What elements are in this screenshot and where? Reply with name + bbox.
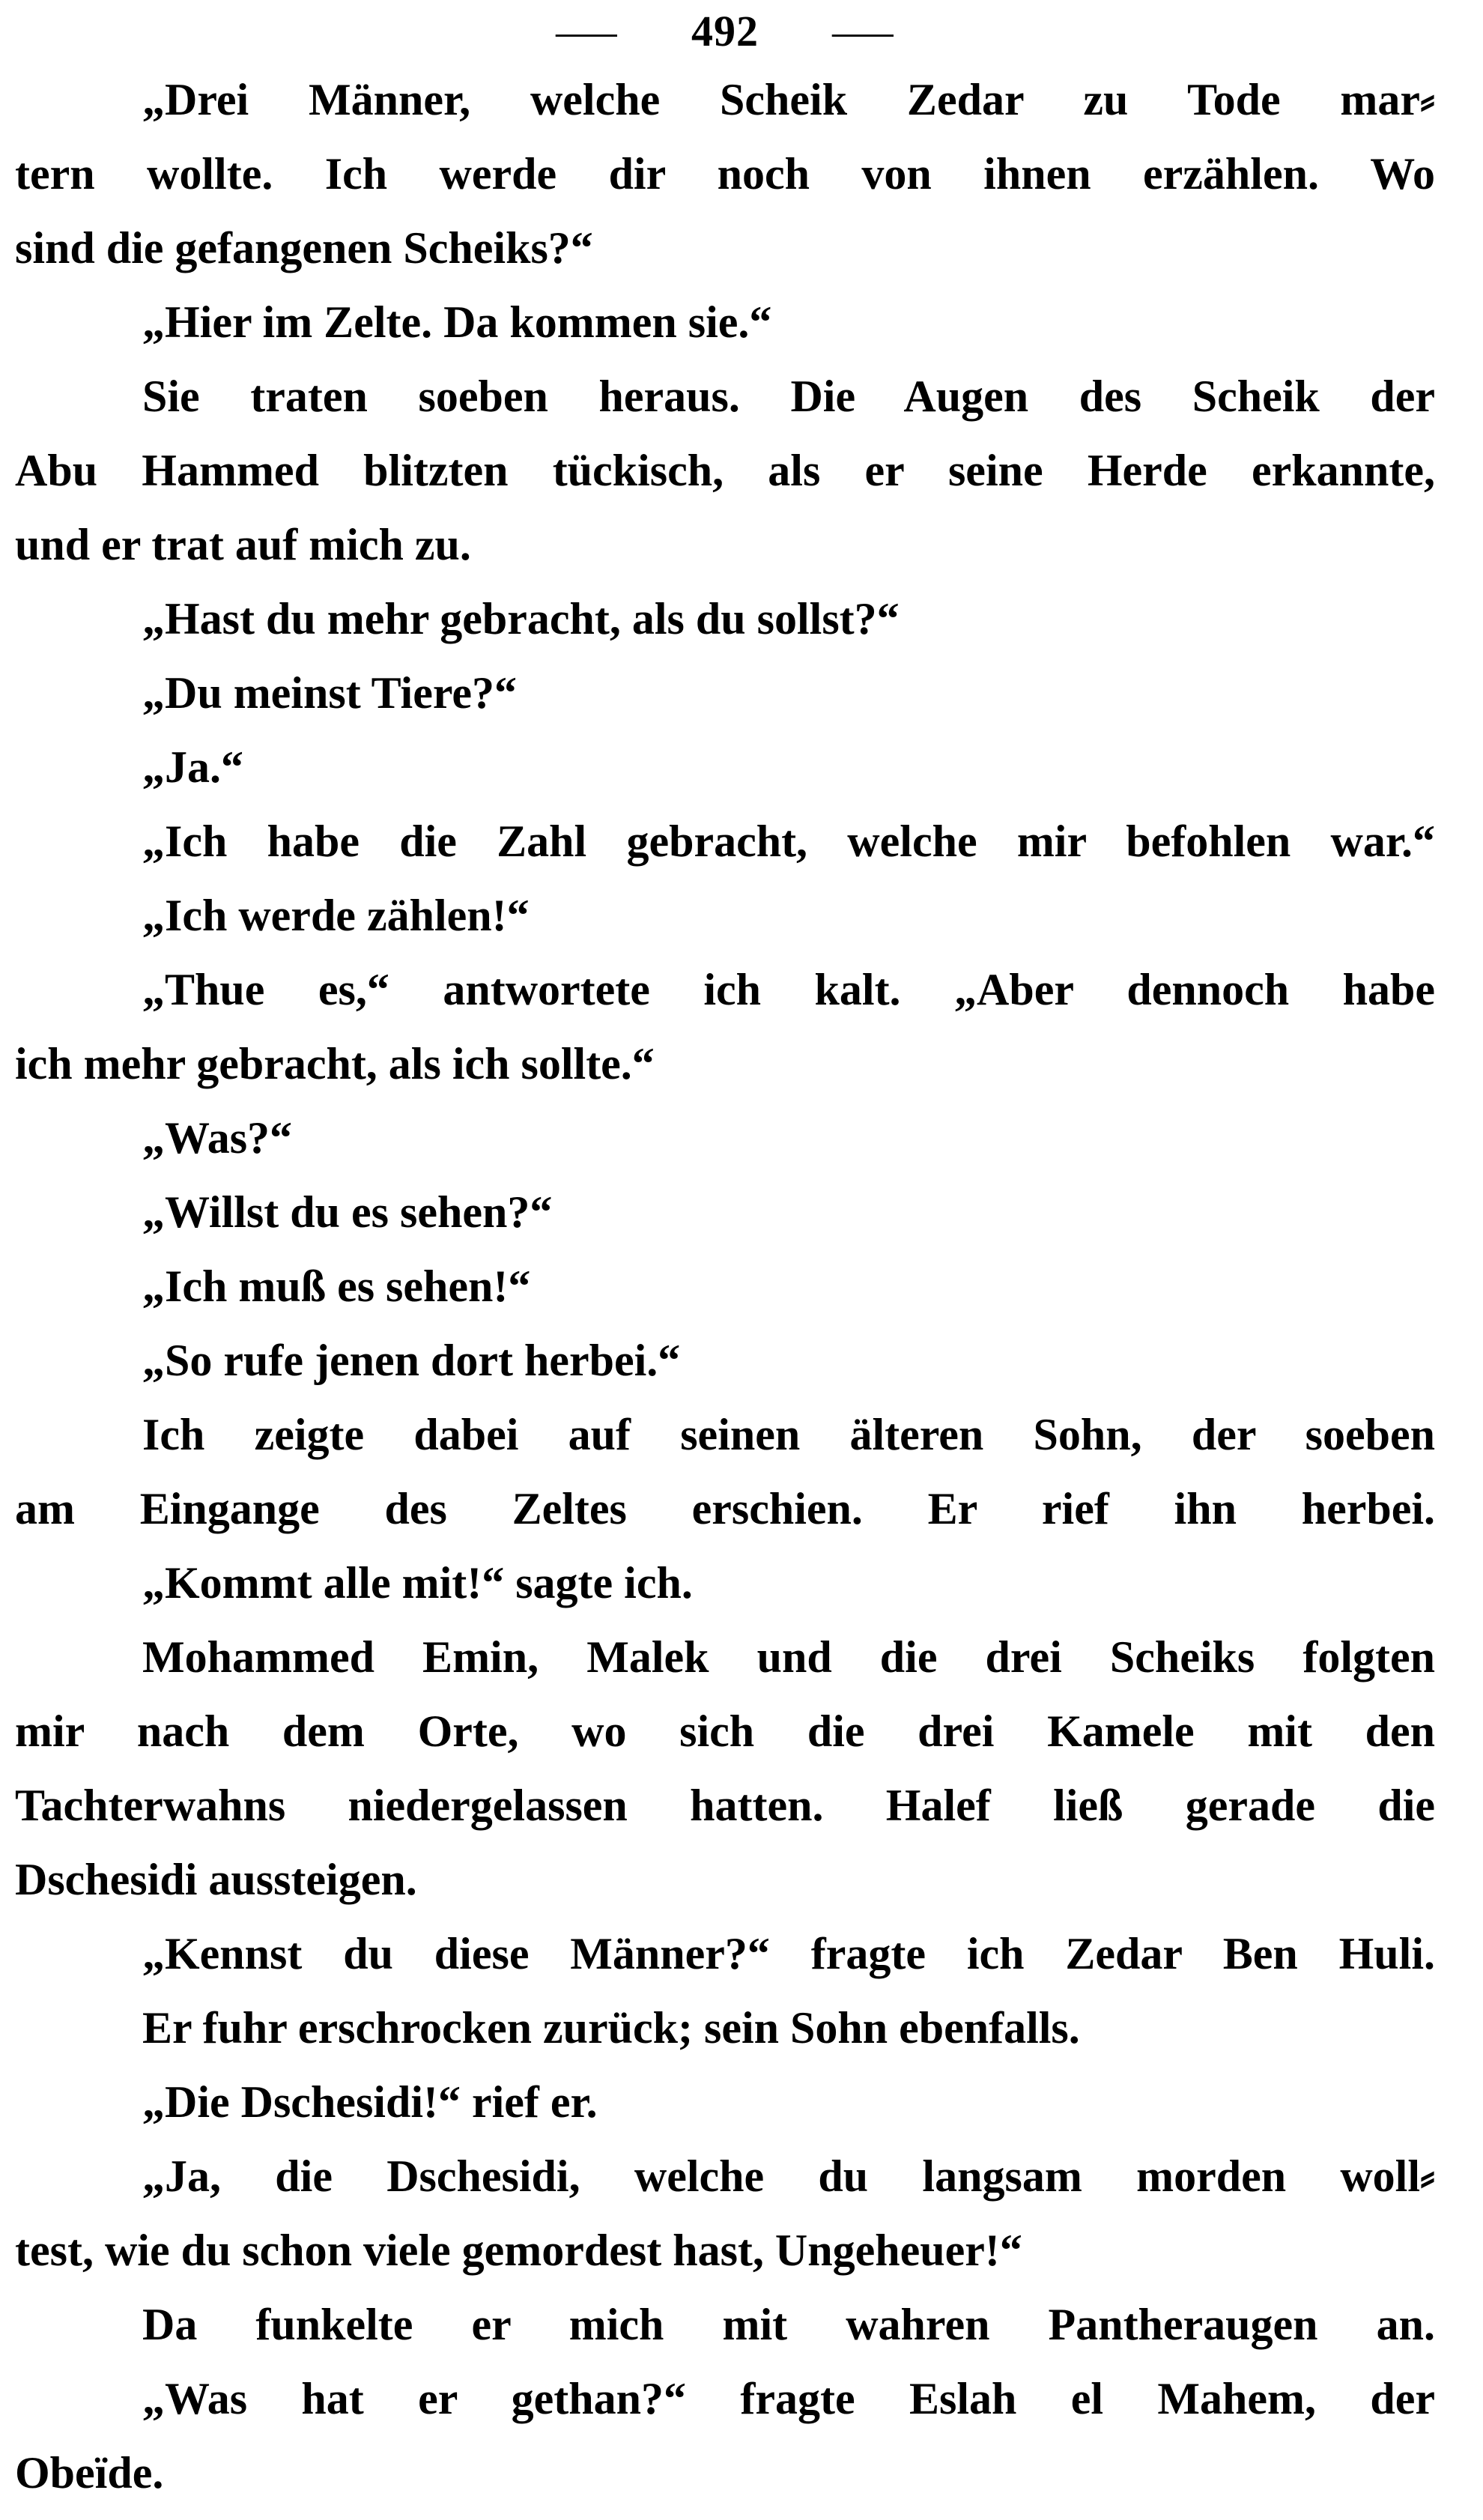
text-line: „Ja, die Dschesidi, welche du langsam morden woll⸗ [142, 2151, 1435, 2201]
text-line: und er trat auf mich zu. [15, 520, 471, 569]
text-line: „Kennst du diese Männer?“ fragte ich Zedar Ben Huli. [142, 1929, 1435, 1978]
text-line: „Hast du mehr gebracht, als du sollst?“ [142, 594, 900, 643]
text-line: „Du meinst Tiere?“ [142, 668, 518, 718]
header-dash-right: — [832, 6, 894, 55]
text-line: „Ich habe die Zahl gebracht, welche mir befohlen war.“ [142, 817, 1435, 866]
text-line: „Ich muß es sehen!“ [142, 1261, 531, 1311]
text-line: „Kommt alle mit!“ sagte ich. [142, 1558, 693, 1608]
text-line: Sie traten soeben heraus. Die Augen des Scheik der [142, 372, 1435, 421]
text-line: „So rufe jenen dort herbei.“ [142, 1336, 681, 1385]
text-line: test, wie du schon viele gemordest hast, Ungeheuer!“ [15, 2226, 1022, 2275]
text-line: tern wollte. Ich werde dir noch von ihnen erzählen. Wo [15, 149, 1435, 199]
text-line: „Die Dschesidi!“ rief er. [142, 2077, 598, 2127]
text-line: „Thue es,“ antwortete ich kalt. „Aber dennoch habe [142, 965, 1435, 1014]
text-line: „Was?“ [142, 1113, 293, 1163]
text-line: sind die gefangenen Scheiks?“ [15, 223, 593, 273]
text-line: am Eingange des Zeltes erschien. Er rief ihn herbei. [15, 1484, 1435, 1533]
text-line: Da funkelte er mich mit wahren Pantheraugen an. [142, 2300, 1435, 2349]
text-line: Abu Hammed blitzten tückisch, als er seine Herde erkannte, [15, 446, 1435, 495]
text-line: ich mehr gebracht, als ich sollte.“ [15, 1039, 655, 1088]
text-line: „Willst du es sehen?“ [142, 1187, 553, 1237]
text-line: „Hier im Zelte. Da kommen sie.“ [142, 297, 772, 347]
text-line: „Drei Männer, welche Scheik Zedar zu Tode mar⸗ [142, 75, 1435, 124]
text-line: mir nach dem Orte, wo sich die drei Kamele mit den [15, 1706, 1435, 1756]
text-line: Obeïde. [15, 2448, 164, 2498]
body-text [15, 63, 1435, 2510]
text-line: „Ich werde zählen!“ [142, 891, 530, 940]
page-number: 492 [691, 6, 759, 55]
text-line: Er fuhr erschrocken zurück; sein Sohn ebenfalls. [142, 2003, 1080, 2053]
text-line: „Was hat er gethan?“ fragte Eslah el Mahem, der [142, 2374, 1435, 2423]
text-line: Ich zeigte dabei auf seinen älteren Sohn, der soeben [142, 1410, 1435, 1459]
header-dash-left: — [556, 6, 618, 55]
text-line: Dschesidi aussteigen. [15, 1855, 417, 1904]
text-line: Tachterwahns niedergelassen hatten. Halef ließ gerade die [15, 1781, 1435, 1830]
page-header [15, 7, 1435, 54]
text-line: „Ja.“ [142, 742, 243, 792]
text-line: Mohammed Emin, Malek und die drei Scheiks folgten [142, 1632, 1435, 1682]
